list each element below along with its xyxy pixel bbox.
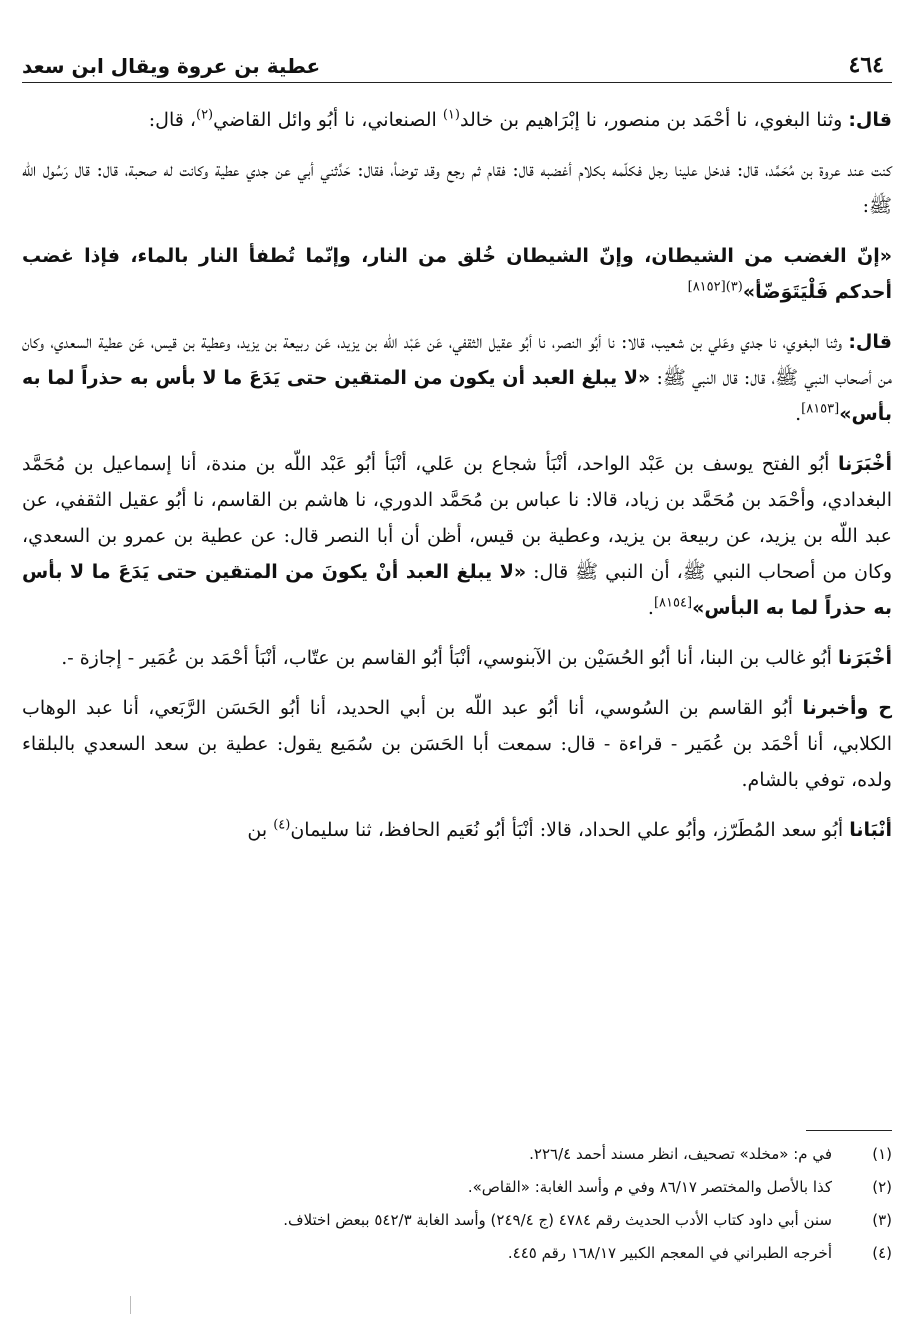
hadith-text: «لا يبلغ العبد أن يكون من المتقين حتى يَدَعَ ما لا بأس به حذراً لما به بأس» bbox=[22, 367, 892, 425]
paragraph-text: بن bbox=[247, 819, 274, 841]
page-header bbox=[22, 52, 892, 83]
footnote-number: (١) bbox=[872, 1145, 892, 1163]
footnote-text: سنن أبي داود كتاب الأدب الحديث رقم ٤٧٨٤ (ج ٢٤٩/٤) وأسد الغابة ٥٤٢/٣ ببعض اختلاف. bbox=[283, 1211, 832, 1229]
footnote-number: (٣) bbox=[872, 1211, 892, 1229]
paragraph-text: الصنعاني، نا أبُو وائل القاضي bbox=[213, 109, 443, 131]
paragraph-text: ، قال: bbox=[148, 109, 196, 131]
paragraph-7 bbox=[22, 690, 892, 798]
scan-mark bbox=[130, 1296, 131, 1314]
paragraph-text: أبُو غالب بن البنا، أنا أبُو الحُسَيْن بن الآبنوسي، أنْبَأ أبُو القاسم بن عتّاب، أنْبَأ أحْمَد بن عُمَير - إجازة -. bbox=[61, 647, 838, 669]
paragraph-lead: ح وأخبرنا bbox=[802, 697, 893, 719]
paragraph-2 bbox=[22, 152, 892, 224]
hadith-number: [٨١٥٤] bbox=[653, 595, 693, 611]
paragraph-text: وثنا البغوي، نا أحْمَد بن منصور، نا إبْرَاهيم بن خالد bbox=[459, 109, 849, 131]
footnote-ref[interactable]: (٣)[٨١٥٢] bbox=[687, 279, 743, 295]
footnote-text: في م: «مخلد» تصحيف، انظر مسند أحمد ٢٢٦/٤. bbox=[529, 1145, 832, 1163]
paragraph-5 bbox=[22, 446, 892, 626]
footnote-text: كذا بالأصل والمختصر ٨٦/١٧ وفي م وأسد الغابة: «القاص». bbox=[467, 1178, 832, 1196]
footnote-ref[interactable]: (٢) bbox=[195, 107, 214, 123]
running-title: عطية بن عروة ويقال ابن سعد bbox=[22, 54, 321, 78]
footnotes bbox=[22, 1138, 892, 1270]
paragraph-end: . bbox=[647, 597, 654, 619]
hadith-number: [٨١٥٣] bbox=[801, 401, 840, 417]
footnote-number: (٤) bbox=[872, 1244, 892, 1262]
paragraph-8 bbox=[22, 812, 892, 848]
main-text bbox=[22, 102, 892, 862]
paragraph-6 bbox=[22, 640, 892, 676]
paragraph-lead: أنْبَانا bbox=[849, 819, 892, 841]
footnote-ref[interactable]: (١) bbox=[442, 107, 460, 123]
footnote-ref[interactable]: (٤) bbox=[273, 817, 291, 833]
paragraph-3 bbox=[22, 238, 892, 310]
paragraph-lead: قال: bbox=[848, 331, 892, 353]
footnote bbox=[22, 1237, 892, 1270]
paragraph-text: أبُو الفتح يوسف بن عَبْد الواحد، أنْبَأ شجاع بن عَلي، أنْبَأ أبُو عَبْد اللّه بن مندة، أنا إسماعيل بن مُحَمَّد البغدادي، وأحْمَد بن مُحَمَّد بن زياد، قالا: نا عباس بن مُحَمَّد الدوري، نا هاشم بن القاسم، نا أبُو عقيل الثقفي، عن عبد اللّه بن يزيد، عن ربيعة بن يزيد، وعطية بن قيس، أظن أن أبا النصر قال: عن عطية بن عمرو بن السعدي، وكان من أصحاب النبي ﷺ، أن النبي ﷺ قال: bbox=[22, 453, 892, 583]
footnote-text: أخرجه الطبراني في المعجم الكبير ١٦٨/١٧ رقم ٤٤٥. bbox=[507, 1244, 832, 1262]
footnote bbox=[22, 1204, 892, 1237]
paragraph-4 bbox=[22, 324, 892, 432]
paragraph-lead: قال: bbox=[848, 109, 892, 131]
hadith-text: «لا يبلغ العبد أنْ يكونَ من المتقين حتى يَدَعَ ما لا بأس به حذراً لما به البأس» bbox=[22, 561, 892, 619]
paragraph-end: . bbox=[795, 403, 802, 425]
paragraph-text: أبُو القاسم بن السُوسي، أنا أبُو عبد اللّه بن أبي الحديد، أنا أبُو الحَسَن الرَّبَعي، أنا عبد الوهاب الكلابي، أنا أحْمَد بن عُمَير - قراءة - قال: سمعت أبا الحَسَن بن سُمَيع يقول: عطية بن سعد السعدي بالبلقاء ولده، توفي بالشام. bbox=[22, 697, 892, 791]
hadith-text: «إنّ الغضب من الشيطان، وإنّ الشيطان خُلق من النار، وإنّما تُطفأ النار بالماء، فإذا غضب أحدكم فَلْيَتَوَضّأ» bbox=[22, 245, 892, 303]
page-number: ٤٦٤ bbox=[848, 52, 884, 78]
paragraph-text: كنت عند عروة بن مُحَمَّد، قال: فدخل علينا رجل فكلّمه بكلام أغضبه قال: فقام ثم رجع وقد توضأ، فقال: حَدَّثني أبي عن جدي عطية وكانت له صحبة، قال: قال رَسُول الله ﷺ: bbox=[22, 159, 892, 217]
footnote-divider bbox=[806, 1130, 892, 1131]
paragraph-text: وثنا البغوي، نا جدي وعَلي بن شعيب، قالا: نا أبُو النصر، نا أبُو عقيل الثقفي، عَن عَبْد اللّه بن يزيد، عَن ربيعة بن يزيد، وعطية بن قيس، عَن عطية السعدي، وكان من أصحاب النبي ﷺ، قال: قال النبي ﷺ: bbox=[22, 331, 892, 389]
footnote bbox=[22, 1138, 892, 1171]
paragraph-lead: أخْبَرَنا bbox=[837, 453, 892, 475]
footnote bbox=[22, 1171, 892, 1204]
paragraph-1 bbox=[22, 102, 892, 138]
paragraph-text: أبُو سعد المُطَرّز، وأبُو علي الحداد، قالا: أنْبَأ أبُو نُعَيم الحافظ، ثنا سليمان bbox=[290, 819, 850, 841]
footnote-number: (٢) bbox=[872, 1178, 892, 1196]
paragraph-lead: أخْبَرَنا bbox=[837, 647, 892, 669]
